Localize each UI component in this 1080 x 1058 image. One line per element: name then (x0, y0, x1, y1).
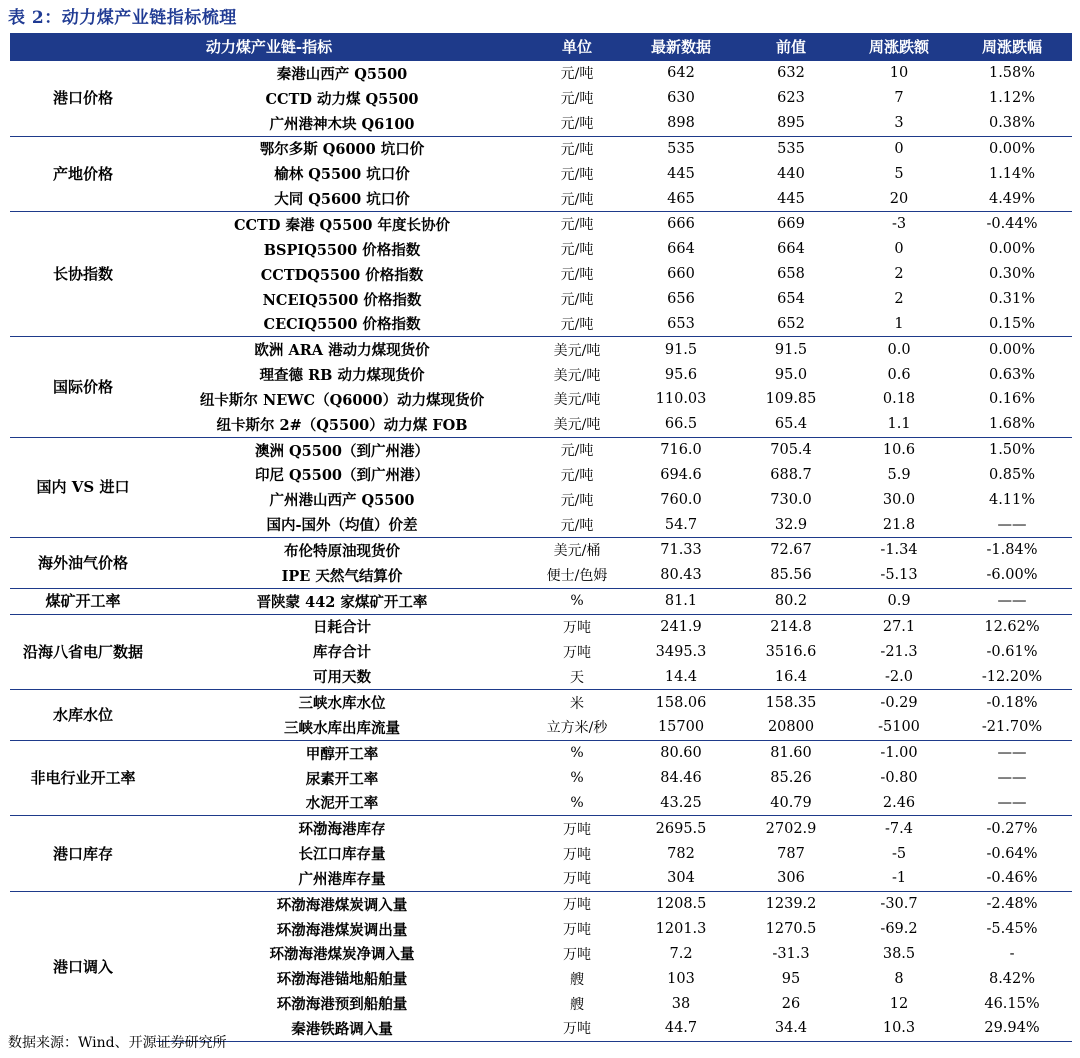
latest-value-cell: 445 (667, 165, 695, 182)
unit-cell: 万吨 (563, 946, 592, 963)
table-row (10, 690, 1072, 715)
weekly-change-cell: 1 (894, 315, 904, 332)
table-row (10, 362, 1072, 387)
latest-value-cell: 71.33 (626, 538, 736, 563)
unit-cell: 元/吨 (560, 116, 594, 133)
table-row (10, 766, 1072, 791)
table-row (10, 412, 1072, 437)
previous-value-cell: 158.35 (736, 690, 846, 715)
latest-value-cell: 2695.5 (626, 816, 736, 841)
source-note: 数据来源：Wind、开源证券研究所 (8, 1035, 227, 1051)
latest-value-cell: 38 (671, 995, 691, 1012)
unit-cell: 美元/吨 (553, 367, 601, 384)
weekly-change-cell: -69.2 (880, 921, 918, 938)
header-weekly-change: 周涨跌额 (846, 33, 952, 60)
unit-cell: 元/吨 (560, 492, 594, 509)
header-latest: 最新数据 (626, 33, 736, 60)
weekly-pct-cell: 0.30% (988, 266, 1036, 283)
weekly-change-cell: 0.9 (846, 588, 952, 614)
weekly-change-cell: -1 (891, 870, 907, 887)
unit-cell: 美元/吨 (553, 392, 601, 409)
table-row (10, 715, 1072, 740)
previous-value-cell: 535 (736, 136, 846, 161)
category-cell: 国内 VS 进口 (10, 437, 156, 537)
header-indicator: 动力煤产业链-指标 (10, 33, 528, 60)
indicator-cell: 库存合计 (313, 644, 371, 662)
unit-cell: 万吨 (563, 922, 592, 939)
latest-value-cell: 7.2 (669, 945, 693, 962)
previous-value-cell: 80.2 (736, 588, 846, 614)
unit-cell: 美元/吨 (553, 417, 601, 434)
latest-value-cell: 80.43 (660, 567, 702, 584)
weekly-pct-cell: -5.45% (986, 921, 1038, 938)
table-row (10, 86, 1072, 111)
unit-cell: 元/吨 (560, 316, 594, 333)
indicator-cell: 环渤海港煤炭调出量 (276, 921, 408, 939)
latest-value-cell: 44.7 (626, 1016, 736, 1041)
weekly-change-cell: -1.00 (846, 740, 952, 765)
unit-cell: 艘 (570, 971, 585, 988)
unit-cell: 万吨 (528, 614, 626, 639)
latest-value-cell: 15700 (657, 719, 705, 736)
table-row (10, 563, 1072, 588)
table-row (10, 512, 1072, 537)
table-row (10, 942, 1072, 967)
previous-value-cell: 664 (777, 241, 805, 258)
weekly-pct-cell: -0.18% (952, 690, 1072, 715)
category-cell: 沿海八省电厂数据 (10, 614, 156, 690)
previous-value-cell: 3516.6 (765, 643, 817, 660)
weekly-pct-cell: -6.00% (986, 567, 1038, 584)
previous-value-cell: 688.7 (770, 466, 812, 483)
table-row (10, 287, 1072, 312)
table-row (10, 212, 1072, 237)
unit-cell: % (570, 770, 584, 787)
unit-cell: 元/吨 (528, 212, 626, 237)
table-row (10, 337, 1072, 362)
unit-cell: 元/吨 (528, 437, 626, 462)
weekly-change-cell: 20 (889, 190, 909, 207)
previous-value-cell: 669 (736, 212, 846, 237)
table-row (10, 136, 1072, 161)
latest-value-cell: 898 (667, 115, 695, 132)
weekly-change-cell: 12 (889, 995, 909, 1012)
table-row (10, 487, 1072, 512)
table-row (10, 538, 1072, 563)
indicator-cell: 甲醇开工率 (156, 740, 528, 765)
table-row (10, 588, 1072, 614)
previous-value-cell: 1270.5 (765, 921, 817, 938)
unit-cell: 元/吨 (560, 517, 594, 534)
previous-value-cell: 16.4 (774, 668, 808, 685)
indicator-cell: 鄂尔多斯 Q6000 坑口价 (156, 136, 528, 161)
latest-value-cell: 630 (667, 90, 695, 107)
weekly-pct-cell: -0.27% (952, 816, 1072, 841)
category-cell: 港口库存 (10, 816, 156, 892)
latest-value-cell: 43.25 (660, 794, 702, 811)
indicator-cell: 布伦特原油现货价 (156, 538, 528, 563)
latest-value-cell: 660 (667, 266, 695, 283)
latest-value-cell: 1208.5 (626, 891, 736, 916)
weekly-pct-cell: 0.00% (952, 136, 1072, 161)
indicator-cell: 澳洲 Q5500（到广州港） (156, 437, 528, 462)
indicator-cell: 环渤海港锚地船舶量 (276, 971, 408, 989)
table-row (10, 841, 1072, 866)
weekly-pct-cell: —— (997, 770, 1027, 787)
latest-value-cell: 84.46 (660, 770, 702, 787)
table-row (10, 161, 1072, 186)
weekly-pct-cell: 1.68% (988, 416, 1036, 433)
indicator-cell: CCTD 动力煤 Q5500 (265, 90, 419, 108)
weekly-change-cell: -21.3 (880, 643, 918, 660)
table-row (10, 991, 1072, 1016)
latest-value-cell: 14.4 (664, 668, 698, 685)
indicator-cell: 三峡水库水位 (156, 690, 528, 715)
latest-value-cell: 80.60 (626, 740, 736, 765)
weekly-change-cell: 0 (846, 136, 952, 161)
table-row (10, 111, 1072, 136)
category-cell: 港口价格 (10, 60, 156, 136)
previous-value-cell: -31.3 (772, 945, 810, 962)
weekly-pct-cell: 8.42% (988, 970, 1036, 987)
previous-value-cell: 72.67 (736, 538, 846, 563)
weekly-change-cell: 21.8 (882, 516, 916, 533)
weekly-change-cell: 0.18 (882, 391, 916, 408)
weekly-change-cell: -0.80 (880, 770, 918, 787)
unit-cell: 元/吨 (560, 242, 594, 259)
indicator-cell: 晋陕蒙 442 家煤矿开工率 (156, 588, 528, 614)
unit-cell: 便士/色姆 (546, 568, 608, 585)
table-row (10, 917, 1072, 942)
unit-cell: % (528, 588, 626, 614)
table-row (10, 866, 1072, 891)
weekly-change-cell: 3 (894, 115, 904, 132)
table-row (10, 186, 1072, 211)
weekly-change-cell: 2 (894, 291, 904, 308)
previous-value-cell: 658 (777, 266, 805, 283)
weekly-pct-cell: -0.46% (986, 870, 1038, 887)
unit-cell: % (570, 794, 584, 811)
weekly-pct-cell: 0.00% (952, 337, 1072, 362)
indicator-cell: 尿素开工率 (305, 770, 379, 788)
table-row (10, 387, 1072, 412)
latest-value-cell: 81.1 (626, 588, 736, 614)
indicator-cell: 欧洲 ARA 港动力煤现货价 (156, 337, 528, 362)
header-row (10, 33, 1072, 60)
weekly-pct-cell: -0.64% (986, 845, 1038, 862)
category-cell: 国际价格 (10, 337, 156, 437)
table-row (10, 237, 1072, 262)
unit-cell: 元/吨 (560, 267, 594, 284)
unit-cell: 万吨 (528, 1016, 626, 1041)
unit-cell: 万吨 (563, 871, 592, 888)
unit-cell: 米 (528, 690, 626, 715)
previous-value-cell: 306 (777, 870, 805, 887)
indicator-cell: 广州港神木块 Q6100 (269, 115, 415, 133)
previous-value-cell: 65.4 (774, 416, 808, 433)
weekly-change-cell: 2.46 (882, 794, 916, 811)
category-cell: 产地价格 (10, 136, 156, 212)
latest-value-cell: 782 (667, 845, 695, 862)
indicator-cell: 水泥开工率 (305, 795, 379, 813)
weekly-change-cell: -0.29 (846, 690, 952, 715)
table-row (10, 614, 1072, 639)
indicator-cell: 环渤海港煤炭净调入量 (269, 946, 415, 964)
latest-value-cell: 103 (667, 970, 695, 987)
weekly-pct-cell: -12.20% (981, 668, 1043, 685)
weekly-pct-cell: —— (997, 516, 1027, 533)
indicator-cell: CCTD 秦港 Q5500 年度长协价 (156, 212, 528, 237)
latest-value-cell: 1201.3 (655, 921, 707, 938)
indicator-cell: 环渤海港预到船舶量 (276, 996, 408, 1014)
previous-value-cell: 632 (736, 60, 846, 86)
weekly-change-cell: -30.7 (846, 891, 952, 916)
indicator-table (10, 33, 1072, 1042)
indicator-cell: CCTDQ5500 价格指数 (260, 266, 424, 284)
weekly-pct-cell: 1.58% (952, 60, 1072, 86)
previous-value-cell: 2702.9 (736, 816, 846, 841)
unit-cell: 万吨 (563, 644, 592, 661)
unit-cell: 元/吨 (560, 467, 594, 484)
previous-value-cell: 109.85 (765, 391, 817, 408)
weekly-change-cell: -1.34 (846, 538, 952, 563)
previous-value-cell: 95.0 (774, 366, 808, 383)
table-row (10, 311, 1072, 336)
indicator-cell: 三峡水库出库流量 (284, 719, 400, 737)
unit-cell: 天 (570, 669, 585, 686)
indicator-cell: 广州港库存量 (298, 870, 386, 888)
previous-value-cell: 20800 (767, 719, 815, 736)
weekly-change-cell: -2.0 (885, 668, 913, 685)
latest-value-cell: 66.5 (664, 416, 698, 433)
previous-value-cell: 654 (777, 291, 805, 308)
previous-value-cell: 85.26 (770, 770, 812, 787)
weekly-change-cell: 5 (894, 165, 904, 182)
weekly-pct-cell: 0.15% (988, 315, 1036, 332)
weekly-change-cell: 0 (894, 241, 904, 258)
indicator-cell: 纽卡斯尔 2#（Q5500）动力煤 FOB (216, 416, 468, 434)
previous-value-cell: 652 (777, 315, 805, 332)
indicator-cell: 可用天数 (313, 669, 371, 687)
latest-value-cell: 656 (667, 291, 695, 308)
latest-value-cell: 666 (626, 212, 736, 237)
weekly-change-cell: -5.13 (880, 567, 918, 584)
latest-value-cell: 3495.3 (655, 643, 707, 660)
weekly-pct-cell: - (1009, 945, 1015, 962)
previous-value-cell: 623 (777, 90, 805, 107)
category-cell: 海外油气价格 (10, 538, 156, 589)
table-row (10, 740, 1072, 765)
indicator-cell: 秦港铁路调入量 (156, 1016, 528, 1041)
latest-value-cell: 694.6 (660, 466, 702, 483)
table-row (10, 966, 1072, 991)
weekly-change-cell: 8 (894, 970, 904, 987)
unit-cell: 万吨 (563, 846, 592, 863)
latest-value-cell: 95.6 (664, 366, 698, 383)
unit-cell: % (528, 740, 626, 765)
previous-value-cell: 787 (777, 845, 805, 862)
indicator-cell: NCEIQ5500 价格指数 (262, 291, 422, 309)
weekly-pct-cell: 46.15% (984, 995, 1040, 1012)
indicator-cell: 榆林 Q5500 坑口价 (274, 166, 410, 184)
unit-cell: 元/吨 (560, 292, 594, 309)
previous-value-cell: 1239.2 (736, 891, 846, 916)
indicator-cell: 广州港山西产 Q5500 (269, 492, 415, 510)
table-row (10, 262, 1072, 287)
latest-value-cell: 241.9 (626, 614, 736, 639)
table-body (10, 60, 1072, 1041)
weekly-pct-cell: 0.85% (988, 466, 1036, 483)
weekly-pct-cell: —— (952, 740, 1072, 765)
weekly-pct-cell: -21.70% (981, 719, 1043, 736)
unit-cell: 元/吨 (560, 191, 594, 208)
indicator-cell: 日耗合计 (156, 614, 528, 639)
table-row (10, 891, 1072, 916)
weekly-change-cell: 0.6 (887, 366, 911, 383)
header-weekly-pct: 周涨跌幅 (952, 33, 1072, 60)
weekly-pct-cell: 4.11% (988, 491, 1036, 508)
latest-value-cell: 664 (667, 241, 695, 258)
header-unit: 单位 (528, 33, 626, 60)
previous-value-cell: 26 (781, 995, 801, 1012)
table-row (10, 639, 1072, 664)
weekly-change-cell: -5100 (878, 719, 920, 736)
previous-value-cell: 85.56 (770, 567, 812, 584)
table-title: 表 2：动力煤产业链指标梳理 (8, 8, 237, 28)
unit-cell: 元/吨 (560, 91, 594, 108)
latest-value-cell: 653 (667, 315, 695, 332)
indicator-cell: 大同 Q5600 坑口价 (274, 191, 410, 209)
table-row (10, 816, 1072, 841)
indicator-cell: 印尼 Q5500（到广州港） (254, 467, 430, 485)
table-header (10, 33, 1072, 60)
weekly-change-cell: 1.1 (887, 416, 911, 433)
previous-value-cell: 40.79 (770, 794, 812, 811)
latest-value-cell: 304 (667, 870, 695, 887)
previous-value-cell: 34.4 (736, 1016, 846, 1041)
unit-cell: 万吨 (528, 816, 626, 841)
weekly-pct-cell: 1.50% (952, 437, 1072, 462)
table-row (10, 664, 1072, 689)
unit-cell: 美元/桶 (528, 538, 626, 563)
weekly-pct-cell: —— (952, 588, 1072, 614)
previous-value-cell: 440 (777, 165, 805, 182)
indicator-cell: CECIQ5500 价格指数 (263, 316, 421, 334)
latest-value-cell: 535 (626, 136, 736, 161)
indicator-cell: BSPIQ5500 价格指数 (263, 241, 421, 259)
unit-cell: 元/吨 (560, 166, 594, 183)
table-row (10, 60, 1072, 86)
indicator-cell: 环渤海港库存 (156, 816, 528, 841)
category-cell: 港口调入 (10, 891, 156, 1041)
indicator-cell: IPE 天然气结算价 (281, 567, 403, 585)
weekly-pct-cell: 1.14% (988, 165, 1036, 182)
previous-value-cell: 32.9 (774, 516, 808, 533)
weekly-change-cell: 7 (894, 90, 904, 107)
weekly-change-cell: 2 (894, 266, 904, 283)
weekly-change-cell: 10.3 (846, 1016, 952, 1041)
latest-value-cell: 110.03 (655, 391, 707, 408)
latest-value-cell: 158.06 (626, 690, 736, 715)
weekly-change-cell: 38.5 (882, 945, 916, 962)
unit-cell: 元/吨 (528, 136, 626, 161)
unit-cell: 元/吨 (528, 60, 626, 86)
previous-value-cell: 95 (781, 970, 801, 987)
indicator-cell: 长江口库存量 (298, 846, 386, 864)
weekly-pct-cell: 4.49% (988, 190, 1036, 207)
weekly-pct-cell: 1.12% (988, 90, 1036, 107)
weekly-change-cell: -5 (891, 845, 907, 862)
previous-value-cell: 91.5 (736, 337, 846, 362)
table-row (10, 463, 1072, 488)
weekly-change-cell: 0.0 (846, 337, 952, 362)
previous-value-cell: 81.60 (736, 740, 846, 765)
weekly-pct-cell: —— (997, 794, 1027, 811)
weekly-change-cell: -3 (846, 212, 952, 237)
previous-value-cell: 214.8 (736, 614, 846, 639)
category-cell: 长协指数 (10, 212, 156, 337)
unit-cell: 艘 (570, 996, 585, 1013)
category-cell: 煤矿开工率 (10, 588, 156, 614)
weekly-pct-cell: 0.63% (988, 366, 1036, 383)
category-cell: 非电行业开工率 (10, 740, 156, 816)
latest-value-cell: 465 (667, 190, 695, 207)
indicator-cell: 国内-国外（均值）价差 (266, 517, 418, 535)
previous-value-cell: 730.0 (770, 491, 812, 508)
weekly-pct-cell: 0.38% (988, 115, 1036, 132)
table-row (10, 790, 1072, 815)
header-previous: 前值 (736, 33, 846, 60)
weekly-pct-cell: -0.61% (986, 643, 1038, 660)
latest-value-cell: 91.5 (626, 337, 736, 362)
latest-value-cell: 760.0 (660, 491, 702, 508)
weekly-pct-cell: 12.62% (952, 614, 1072, 639)
previous-value-cell: 445 (777, 190, 805, 207)
latest-value-cell: 54.7 (664, 516, 698, 533)
weekly-change-cell: 5.9 (887, 466, 911, 483)
weekly-pct-cell: 29.94% (952, 1016, 1072, 1041)
indicator-cell: 秦港山西产 Q5500 (156, 60, 528, 86)
latest-value-cell: 642 (626, 60, 736, 86)
weekly-pct-cell: -1.84% (952, 538, 1072, 563)
unit-cell: 美元/吨 (528, 337, 626, 362)
unit-cell: 万吨 (528, 891, 626, 916)
previous-value-cell: 705.4 (736, 437, 846, 462)
weekly-pct-cell: -2.48% (952, 891, 1072, 916)
weekly-pct-cell: 0.16% (988, 391, 1036, 408)
latest-value-cell: 716.0 (626, 437, 736, 462)
weekly-change-cell: 10 (846, 60, 952, 86)
weekly-pct-cell: -0.44% (952, 212, 1072, 237)
indicator-cell: 理查德 RB 动力煤现货价 (259, 367, 425, 385)
category-cell: 水库水位 (10, 690, 156, 741)
weekly-change-cell: -7.4 (846, 816, 952, 841)
table-row (10, 437, 1072, 462)
weekly-pct-cell: 0.31% (988, 291, 1036, 308)
weekly-pct-cell: 0.00% (988, 241, 1036, 258)
unit-cell: 立方米/秒 (546, 720, 608, 737)
weekly-change-cell: 10.6 (846, 437, 952, 462)
weekly-change-cell: 27.1 (846, 614, 952, 639)
weekly-change-cell: 30.0 (882, 491, 916, 508)
indicator-cell: 纽卡斯尔 NEWC（Q6000）动力煤现货价 (199, 391, 485, 409)
previous-value-cell: 895 (777, 115, 805, 132)
indicator-cell: 环渤海港煤炭调入量 (156, 891, 528, 916)
